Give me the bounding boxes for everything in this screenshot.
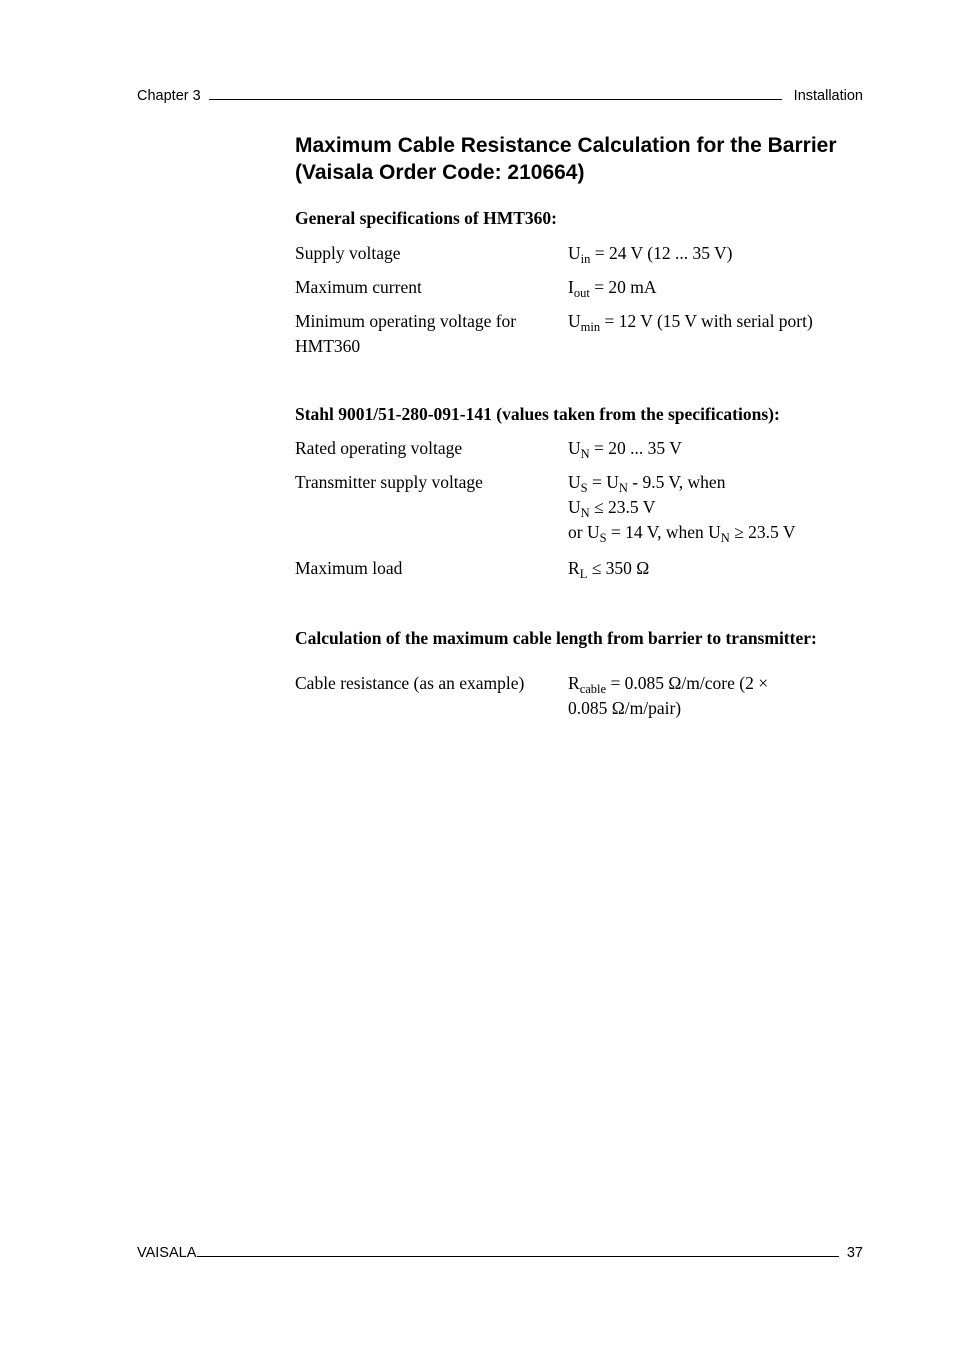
general-spec-heading: General specifications of HMT360: (295, 208, 557, 228)
spec-label: Cable resistance (as an example) (295, 673, 525, 693)
header-rule (209, 86, 782, 100)
spec-value: $U_{in} = 24$ V (12 ... 35 V) (568, 243, 733, 266)
spec-label: Maximum current (295, 277, 422, 297)
supply-line-3: or $U_S = 14$ V, when $U_N \ge 23.5$ V (568, 522, 796, 545)
calc-heading: Calculation of the maximum cable length from barrier to transmitter: (295, 628, 817, 648)
spec-label: Transmitter supply voltage (295, 472, 483, 492)
section-label: Installation (793, 88, 863, 104)
spec-label: Supply voltage (295, 243, 401, 263)
page-number: 37 (846, 1245, 863, 1261)
stahl-spec-heading: Stahl 9001/51-280-091-141 (values taken from the specifications): (295, 404, 780, 424)
spec-value: $R_L \le 350$ Ω (568, 558, 650, 581)
page-title: Maximum Cable Resistance Calculation for the Barrier (Vaisala Order Code: 210664) (295, 134, 837, 184)
spec-label: Minimum operating voltage for HMT360 (295, 311, 517, 356)
footer-rule (197, 1243, 838, 1257)
supply-line-2: $U_N \le 23.5$ V (568, 497, 656, 520)
spec-label: Maximum load (295, 558, 403, 578)
spec-value: $R_{cable} = 0.085$ Ω/m/core (2 × 0.085 Ω/m/pair) (568, 673, 769, 718)
supply-line-1: $U_S = U_N - 9.5$ V, when (568, 472, 726, 495)
spec-value: $U_{min} = 12$ V (15 V with serial port) (568, 311, 813, 334)
spec-value (568, 470, 868, 545)
page-footer (137, 1243, 863, 1263)
spec-value: $I_{out} = 20$ mA (568, 277, 657, 300)
spec-value: $U_N = 20$ ... 35 V (568, 438, 682, 461)
brand-label: VAISALA (137, 1245, 197, 1261)
spec-label: Rated operating voltage (295, 438, 463, 458)
page-header (137, 86, 863, 106)
chapter-label: Chapter 3 (137, 88, 201, 104)
